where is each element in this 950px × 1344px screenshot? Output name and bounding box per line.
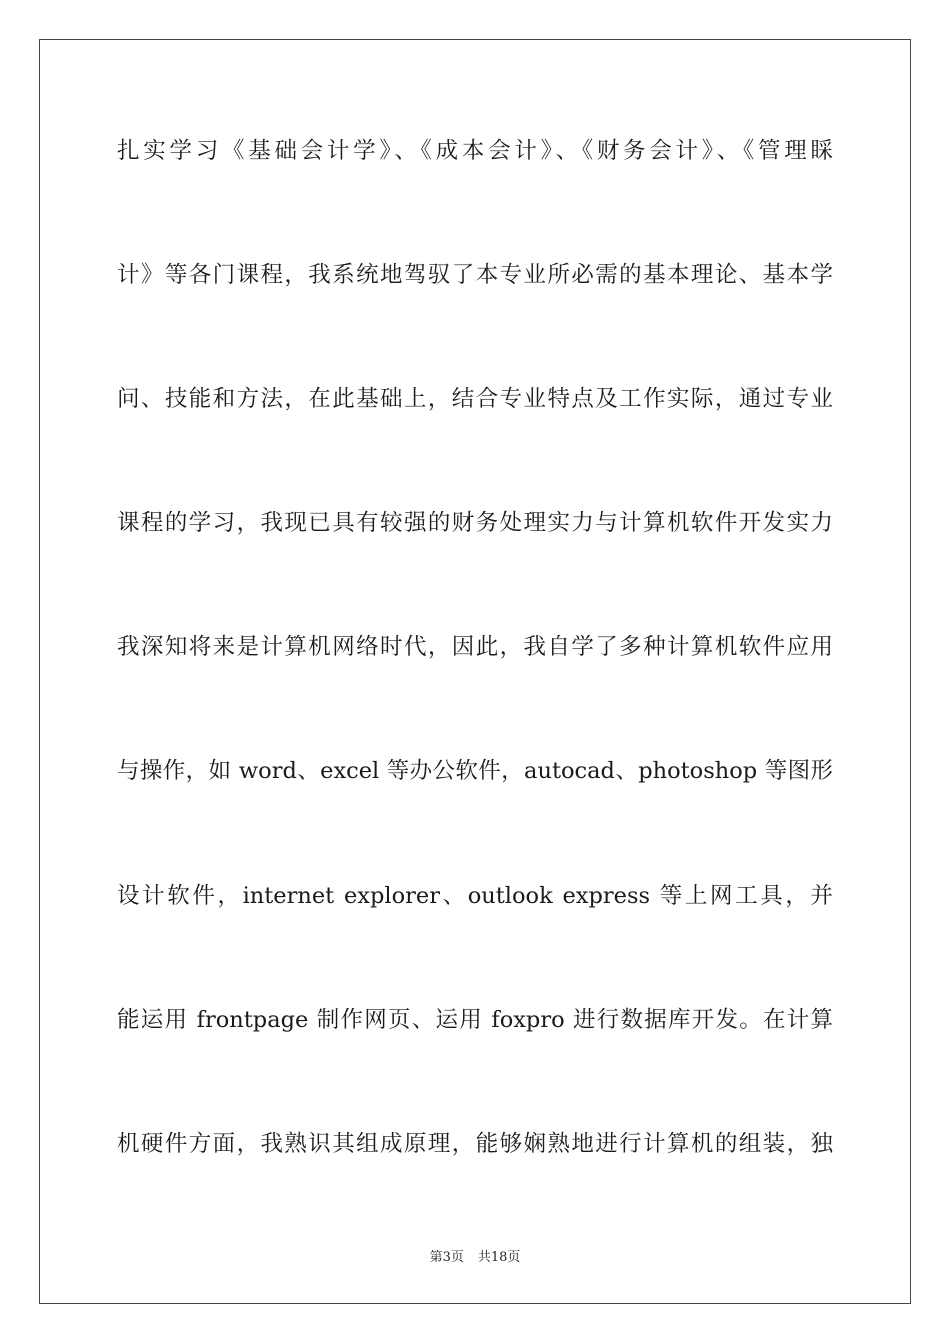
text-line: 设计软件，internet explorer、outlook express 等上网工具，并 xyxy=(117,883,833,909)
page-total: 共18页 xyxy=(477,1250,521,1265)
page-frame xyxy=(39,39,911,1304)
text-line: 问、技能和方法，在此基础上，结合专业特点及工作实际，通过专业 xyxy=(117,386,833,412)
text-line: 与操作，如 word、excel 等办公软件，autocad、photoshop 等图形 xyxy=(117,758,833,784)
text-line: 机硬件方面，我熟识其组成原理，能够娴熟地进行计算机的组装，独 xyxy=(117,1131,833,1157)
text-line: 计》等各门课程，我系统地驾驭了本专业所必需的基本理论、基本学 xyxy=(117,262,833,288)
text-line: 我深知将来是计算机网络时代，因此，我自学了多种计算机软件应用 xyxy=(117,634,833,660)
text-line: 课程的学习，我现已具有较强的财务处理实力与计算机软件开发实力 xyxy=(117,510,833,536)
page-footer xyxy=(0,1246,950,1265)
text-line: 能运用 frontpage 制作网页、运用 foxpro 进行数据库开发。在计算 xyxy=(117,1007,833,1033)
text-line: 扎实学习《基础会计学》、《成本会计》、《财务会计》、《管理睬 xyxy=(117,138,833,164)
page-number: 第3页 xyxy=(429,1250,464,1265)
